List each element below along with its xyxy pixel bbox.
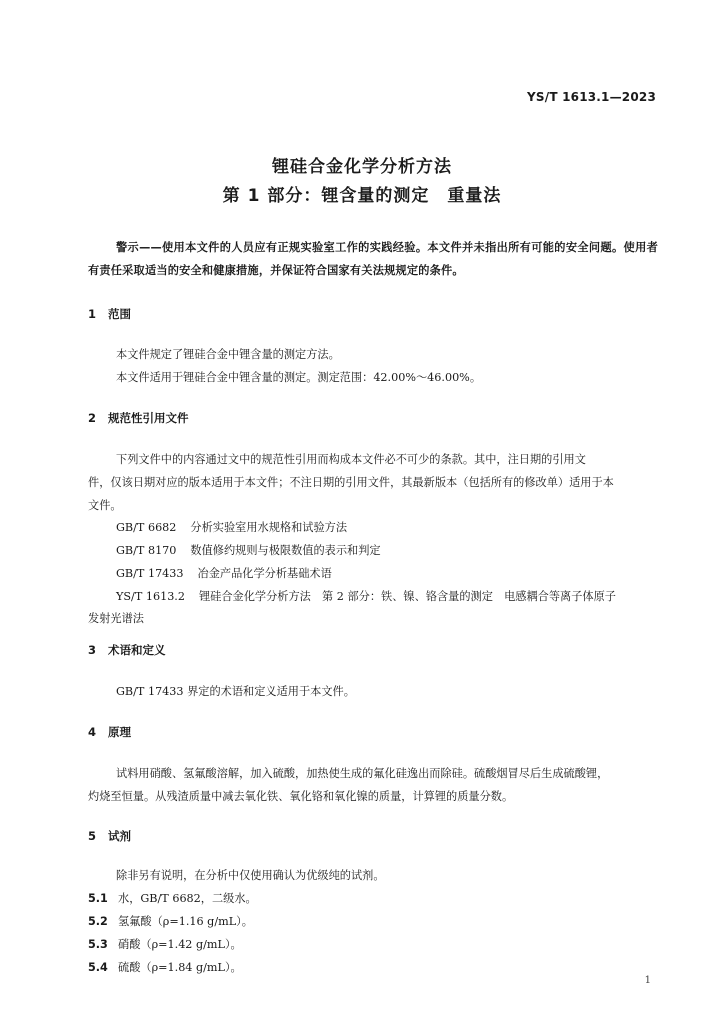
reference-item bbox=[116, 562, 332, 585]
reagent-number: 5.2 bbox=[88, 915, 108, 928]
reference-code: YS/T 1613.2 bbox=[116, 590, 185, 603]
scope-paragraph-2: 本文件适用于锂硅合金中锂含量的测定。测定范围：42.00%～46.00%。 bbox=[116, 371, 482, 384]
principle-line-2: 灼烧至恒量。从残渣质量中减去氧化铁、氧化铬和氧化镍的质量，计算锂的质量分数。 bbox=[88, 790, 514, 803]
principle-line-1: 试料用硝酸、氢氟酸溶解，加入硫酸，加热使生成的氟化硅逸出而除硅。硫酸烟冒尽后生成硫酸锂， bbox=[116, 767, 609, 780]
reference-item bbox=[116, 585, 616, 608]
reference-item bbox=[116, 516, 347, 539]
reagent-item bbox=[88, 933, 242, 956]
reference-title: 冶金产品化学分析基础术语 bbox=[197, 567, 332, 580]
standard-code: YS/T 1613.1—2023 bbox=[527, 90, 656, 104]
reference-title: 锂硅合金化学分析方法 第 2 部分：铁、镍、铬含量的测定 电感耦合等离子体原子 bbox=[198, 590, 616, 603]
section-3-heading bbox=[88, 642, 166, 658]
reagent-text: 氢氟酸（ρ=1.16 g/mL）。 bbox=[118, 915, 253, 928]
reagent-item bbox=[88, 956, 242, 979]
page-number: 1 bbox=[644, 975, 651, 986]
reference-title-continuation: 发射光谱法 bbox=[88, 612, 144, 625]
reagent-text: 水，GB/T 6682，二级水。 bbox=[118, 892, 257, 905]
reference-code: GB/T 6682 bbox=[116, 521, 177, 534]
reagent-text: 硫酸（ρ=1.84 g/mL）。 bbox=[118, 961, 242, 974]
warning-label: 警示—— bbox=[116, 241, 162, 254]
terms-paragraph: GB/T 17433 界定的术语和定义适用于本文件。 bbox=[116, 685, 355, 698]
reagent-item bbox=[88, 910, 253, 933]
warning-paragraph bbox=[88, 236, 658, 282]
normref-line-2: 件，仅该日期对应的版本适用于本文件；不注日期的引用文件，其最新版本（包括所有的修改单）适用于本 bbox=[88, 476, 614, 489]
reference-title: 数值修约规则与极限数值的表示和判定 bbox=[190, 544, 381, 557]
section-title: 规范性引用文件 bbox=[108, 411, 189, 425]
reagents-intro: 除非另有说明，在分析中仅使用确认为优级纯的试剂。 bbox=[116, 869, 385, 882]
section-number: 5 bbox=[88, 829, 97, 843]
normref-line-3: 文件。 bbox=[88, 499, 122, 512]
reference-item bbox=[116, 539, 381, 562]
section-number: 1 bbox=[88, 307, 97, 321]
reagent-number: 5.1 bbox=[88, 892, 108, 905]
document-title: 锂硅合金化学分析方法 bbox=[272, 157, 452, 177]
reagent-item bbox=[88, 887, 257, 910]
section-2-heading bbox=[88, 410, 189, 426]
reference-title: 分析实验室用水规格和试验方法 bbox=[190, 521, 348, 534]
section-title: 术语和定义 bbox=[108, 643, 166, 657]
scope-paragraph-1: 本文件规定了锂硅合金中锂含量的测定方法。 bbox=[116, 348, 340, 361]
section-title: 原理 bbox=[108, 725, 131, 739]
reference-code: GB/T 17433 bbox=[116, 567, 184, 580]
section-4-heading bbox=[88, 724, 131, 740]
reference-code: GB/T 8170 bbox=[116, 544, 177, 557]
warning-text: 使用本文件的人员应有正规实验室工作的实践经验。本文件并未指出所有可能的安全问题。使用者有责任采取适当的安全和健康措施，并保证符合国家有关法规规定的条件。 bbox=[88, 241, 658, 277]
section-number: 2 bbox=[88, 411, 97, 425]
section-title: 范围 bbox=[108, 307, 131, 321]
reagent-text: 硝酸（ρ=1.42 g/mL）。 bbox=[118, 938, 242, 951]
normref-line-1: 下列文件中的内容通过文中的规范性引用而构成本文件必不可少的条款。其中，注日期的引用文 bbox=[116, 453, 586, 466]
section-5-heading bbox=[88, 828, 131, 844]
section-title: 试剂 bbox=[108, 829, 131, 843]
section-number: 3 bbox=[88, 643, 97, 657]
reagent-number: 5.4 bbox=[88, 961, 108, 974]
reagent-number: 5.3 bbox=[88, 938, 108, 951]
section-number: 4 bbox=[88, 725, 97, 739]
document-subtitle: 第 1 部分：锂含量的测定 重量法 bbox=[222, 186, 502, 206]
section-1-heading bbox=[88, 306, 131, 322]
